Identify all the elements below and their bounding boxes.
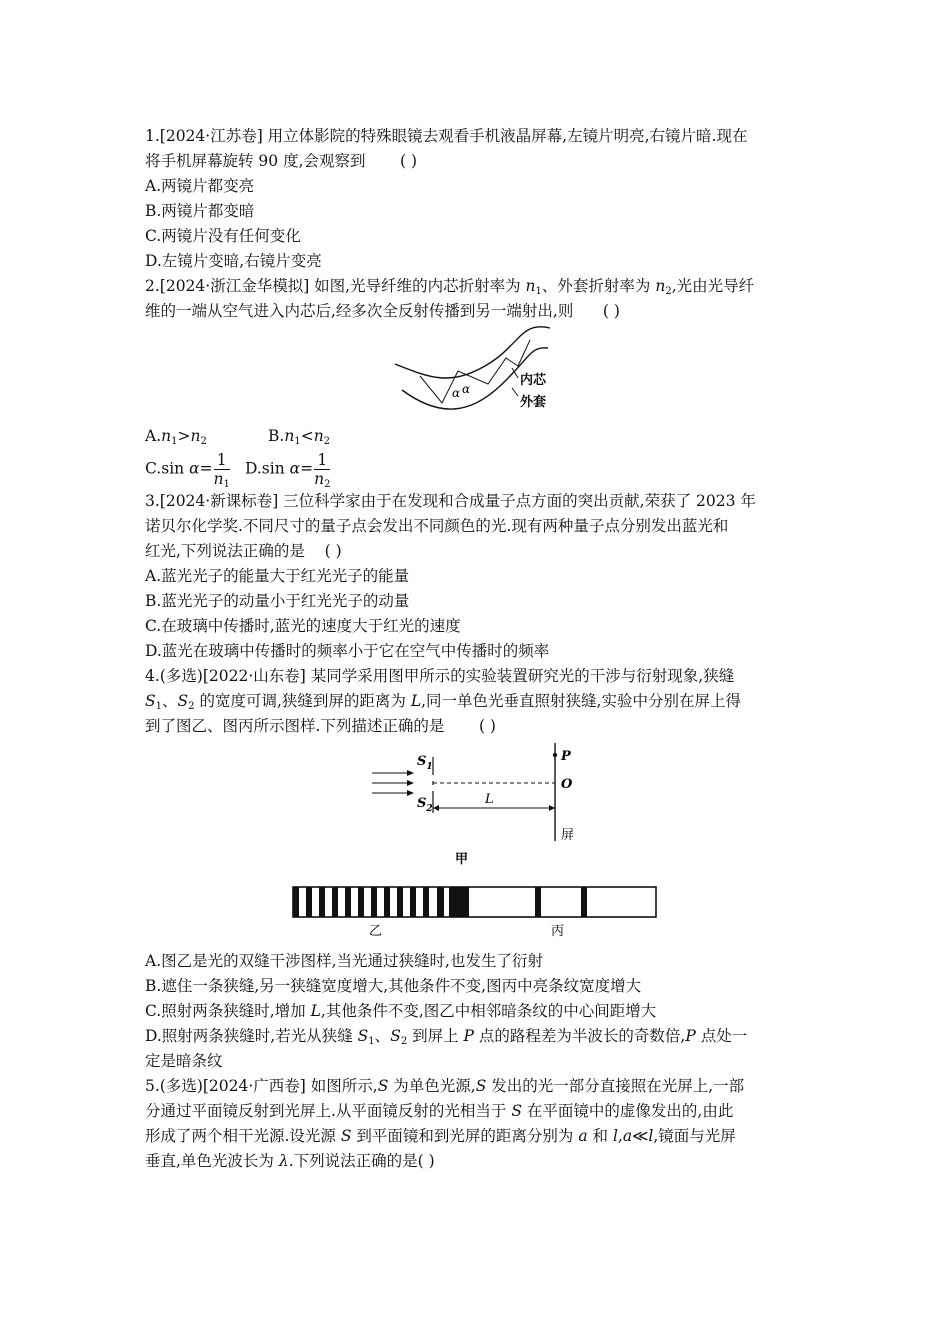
q3-bracket: ( ) [324,542,342,560]
q3-stem-line1: 3.[2024·新课标卷] 三位科学家由于在发现和合成量子点方面的突出贡献,荣获了 2023 年 [145,492,756,510]
q2-optd-eq: = [300,459,314,477]
q5-text-4b: .下列说法正确的是( ) [288,1152,435,1170]
q5-text-3e: ,镜面与光屏 [653,1127,736,1145]
fiber-core-label: 内芯 [520,373,547,388]
q2-optd-den-n: n [314,469,325,488]
q4-option-d[interactable] [145,1024,810,1049]
slit-s2-label [417,796,433,814]
q5-text-3d: , [617,1127,623,1145]
q2-optd-den [314,470,330,488]
yi-dark-fringe [293,887,299,917]
q5-var-l: l [612,1127,618,1145]
q4-s-sub2: 2 [188,701,195,712]
q2-stem-line2 [145,299,810,324]
q2-optc-den-n: n [213,469,224,488]
q4-optd-sep: 、 [374,1027,391,1045]
q4-figure-jia-area [145,739,810,869]
q2-optd-fraction [314,451,330,488]
slit-s1-letter: S [417,754,427,769]
q5-s4: S [340,1127,352,1145]
q2-text-c: ,光由光导纤 [671,277,755,295]
fiber-cladding-label: 外套 [520,395,547,410]
q2-optd-alpha: α [289,459,301,477]
slit-s1-label [417,754,433,772]
q2-var-n1: n [525,277,536,295]
q4-optd-p: P [463,1027,474,1045]
q5-line1 [145,1074,810,1099]
q2-opta-op: > [177,427,191,445]
q1-option-d[interactable]: D.左镜片变暗,右镜片变亮 [145,252,322,270]
q5-var-l2: l [648,1127,654,1145]
yi-dark-fringe [345,887,351,917]
q4-optc-L: L [310,1002,321,1020]
fiber-alpha-1: α [452,386,461,400]
q4-optd-text-d: 点处一 [695,1027,748,1045]
figure-jia-caption: 甲 [455,852,469,867]
q5-text-4a: 垂直,单色光波长为 [145,1152,279,1170]
q4-optd-text-a: D.照射两条狭缝时,若光从狭缝 [145,1027,358,1045]
question-3 [145,489,810,664]
q2-text-b: 、外套折射率为 [541,277,656,295]
q4-s2: S [177,692,189,710]
bing-dark-fringe [535,887,541,917]
cladding-label-leader [512,388,518,396]
figure-yi-caption: 乙 [369,924,383,939]
q2-optc-prefix: C.sin [145,459,190,477]
q2-optd-den-sub: 2 [324,478,331,490]
q2-optc-alpha: α [189,459,200,477]
distance-l-arrow-left [433,805,439,811]
question-5 [145,1074,810,1174]
q3-stem-text3: 红光,下列说法正确的是 [145,542,305,560]
q5-line2 [145,1099,810,1124]
q1-option-a[interactable]: A.两镜片都变亮 [145,177,255,195]
q2-stem-text2: 维的一端从空气进入内芯后,经多次全反射传播到另一端射出,则 [145,302,574,320]
q4-s-sub1: 1 [155,701,162,712]
q5-text-3b: 到平面镜和到光屏的距离分别为 [351,1127,579,1145]
q1-stem-text: 将手机屏幕旋转 90 度,会观察到 [145,152,366,170]
point-o-label: O [561,777,573,792]
q2-optb-n2: n [313,427,324,445]
q1-option-c[interactable]: C.两镜片没有任何变化 [145,227,301,245]
yi-dark-fringe [332,887,338,917]
q4-optd-s1: S [357,1027,369,1045]
q3-option-d[interactable]: D.蓝光在玻璃中传播时的频率小于它在空气中传播时的频率 [145,642,550,660]
q4-option-a[interactable]: A.图乙是光的双缝干涉图样,当光通过狭缝时,也发生了衍射 [145,952,543,970]
q2-optc-num: 1 [214,451,230,470]
q4-stem-text3: 到了图乙、图丙所示图样.下列描述正确的是 [145,717,445,735]
q5-text-a: 5.(多选)[2024·广西卷] 如图所示, [145,1077,378,1095]
point-p-label: P [561,749,571,764]
q4-optd-text-c: 点的路程差为半波长的奇数倍, [473,1027,686,1045]
q5-text-c: 发出的光一部分直接照在光屏上,一部 [486,1077,745,1095]
q4-optd-sub2: 2 [400,1036,408,1047]
q2-opta-n2: n [190,427,201,445]
point-p-dot [553,753,557,757]
q4-optd-sub1: 1 [368,1036,375,1047]
q4-option-d-line2: 定是暗条纹 [145,1052,223,1070]
distance-l-label: L [485,792,494,807]
q2-optb-op: < [300,427,314,445]
q2-var-n2: n [655,277,666,295]
q4-optd-p2: P [685,1027,696,1045]
q4-figure-patterns-area [145,869,810,939]
q2-optc-fraction [214,451,230,488]
q5-text-3a: 形成了两个相干光源.设光源 [145,1127,341,1145]
fiber-optic-figure [390,326,570,422]
q4-optc-text-b: ,其他条件不变,图乙中相邻暗条纹的中心间距增大 [320,1002,657,1020]
q5-much-less: ≪ [632,1127,649,1145]
question-page [145,124,810,1174]
q2-optb-sub2: 2 [323,436,331,447]
figure-bing-caption: 丙 [551,924,565,939]
q2-sub1: 1 [535,286,542,297]
q4-text-e: ,同一单色光垂直照射狭缝,实验中分别在屏上得 [421,692,741,710]
incident-arrow-2 [407,780,414,786]
q2-options-cd [145,449,810,489]
q5-line3 [145,1124,810,1149]
q3-stem-line2: 诺贝尔化学奖.不同尺寸的量子点会发出不同颜色的光.现有两种量子点分别发出蓝光和 [145,517,729,535]
fiber-outer-top-curve [395,327,550,378]
q2-optc-eq: = [199,459,213,477]
slit-s2-sub: 2 [426,804,433,814]
q2-opta-prefix: A. [145,427,162,445]
q4-optc-text-a: C.照射两条狭缝时,增加 [145,1002,311,1020]
q3-stem-line3 [145,539,810,564]
q5-lambda: λ [278,1152,289,1170]
q5-text-2b: 在平面镜中的虚像发出的,由此 [521,1102,734,1120]
q5-var-a: a [578,1127,588,1145]
q4-optd-text-b: 到屏上 [407,1027,464,1045]
q1-option-b[interactable]: B.两镜片都变暗 [145,202,255,220]
q2-opta-sub1: 1 [171,436,178,447]
q2-optd-prefix: D.sin [245,459,290,477]
q5-s: S [377,1077,389,1095]
q2-opta-sub2: 2 [200,436,207,447]
yi-dark-fringe [397,887,403,917]
slit-s1-sub: 1 [426,762,433,772]
question-4 [145,664,810,1074]
q4-stem-line2 [145,689,810,714]
q5-text-3c: 和 [587,1127,613,1145]
q1-bracket: ( ) [400,152,418,170]
question-2 [145,274,810,489]
bing-dark-fringe [581,887,587,917]
q5-line4 [145,1149,810,1174]
q2-options-ab [145,424,810,449]
q4-stem-line3 [145,714,810,739]
double-slit-apparatus-figure [367,741,597,867]
q2-bracket: ( ) [602,302,620,320]
q2-option-a[interactable] [145,424,268,449]
q3-option-b[interactable]: B.蓝光光子的动量小于红光光子的动量 [145,592,410,610]
fiber-alpha-2: α [462,382,471,396]
q4-option-c[interactable] [145,999,810,1024]
screen-label: 屏 [561,828,575,843]
q4-stem-line1: 4.(多选)[2022·山东卷] 某同学采用图甲所示的实验装置研究光的干涉与衍射现象,狭缝 [145,667,735,685]
bing-dark-edge [449,887,469,917]
yi-dark-fringe [423,887,429,917]
yi-dark-fringe [306,887,312,917]
q4-optd-s2: S [390,1027,401,1045]
q5-var-a2: a [622,1127,633,1145]
q4-bracket: ( ) [478,717,496,735]
q5-text-b: 为单色光源, [388,1077,476,1095]
q2-text-a: 2.[2024·浙江金华模拟] 如图,光导纤维的内芯折射率为 [145,277,526,295]
q2-sub2: 2 [665,286,672,297]
q2-optb-prefix: B. [268,427,285,445]
q4-L: L [410,692,422,710]
q5-s2: S [475,1077,487,1095]
incident-arrow-1 [407,770,414,776]
incident-arrow-3 [407,790,414,796]
fringe-patterns-figure [291,885,661,939]
q5-text-2: 分通过平面镜反射到光屏上.从平面镜反射的光相当于 [145,1102,512,1120]
q4-text-d: 的宽度可调,狭缝到屏的距离为 [194,692,411,710]
q4-sep: 、 [162,692,178,710]
q2-option-c[interactable] [145,451,245,488]
q1-stem-line2 [145,149,810,174]
yi-dark-fringe [410,887,416,917]
yi-dark-fringe [371,887,377,917]
q4-s: S [145,692,156,710]
q2-optb-n: n [284,427,295,445]
q2-optb-sub1: 1 [294,436,301,447]
q1-stem-line1: 1.[2024·江苏卷] 用立体影院的特殊眼镜去观看手机液晶屏幕,左镜片明亮,右镜片暗.现在 [145,127,748,145]
q4-option-b[interactable]: B.遮住一条狭缝,另一狭缝宽度增大,其他条件不变,图丙中亮条纹宽度增大 [145,977,642,995]
q2-optd-num: 1 [314,451,330,470]
q2-stem-line1 [145,274,810,299]
q2-figure-area [145,324,810,424]
q2-opta-n: n [161,427,172,445]
question-1 [145,124,810,274]
q2-option-b[interactable] [268,427,330,445]
yi-dark-fringe [319,887,325,917]
q5-s3: S [511,1102,522,1120]
yi-dark-fringe [437,887,444,917]
q2-optc-den-sub: 1 [223,478,230,490]
yi-dark-fringe [384,887,390,917]
slit-s2-letter: S [417,796,427,811]
q3-option-a[interactable]: A.蓝光光子的能量大于红光光子的能量 [145,567,410,585]
q2-optc-den [214,470,230,488]
yi-dark-fringe [358,887,364,917]
q2-option-d[interactable] [245,451,331,488]
q3-option-c[interactable]: C.在玻璃中传播时,蓝光的速度大于红光的速度 [145,617,461,635]
distance-l-arrow-right [549,805,555,811]
